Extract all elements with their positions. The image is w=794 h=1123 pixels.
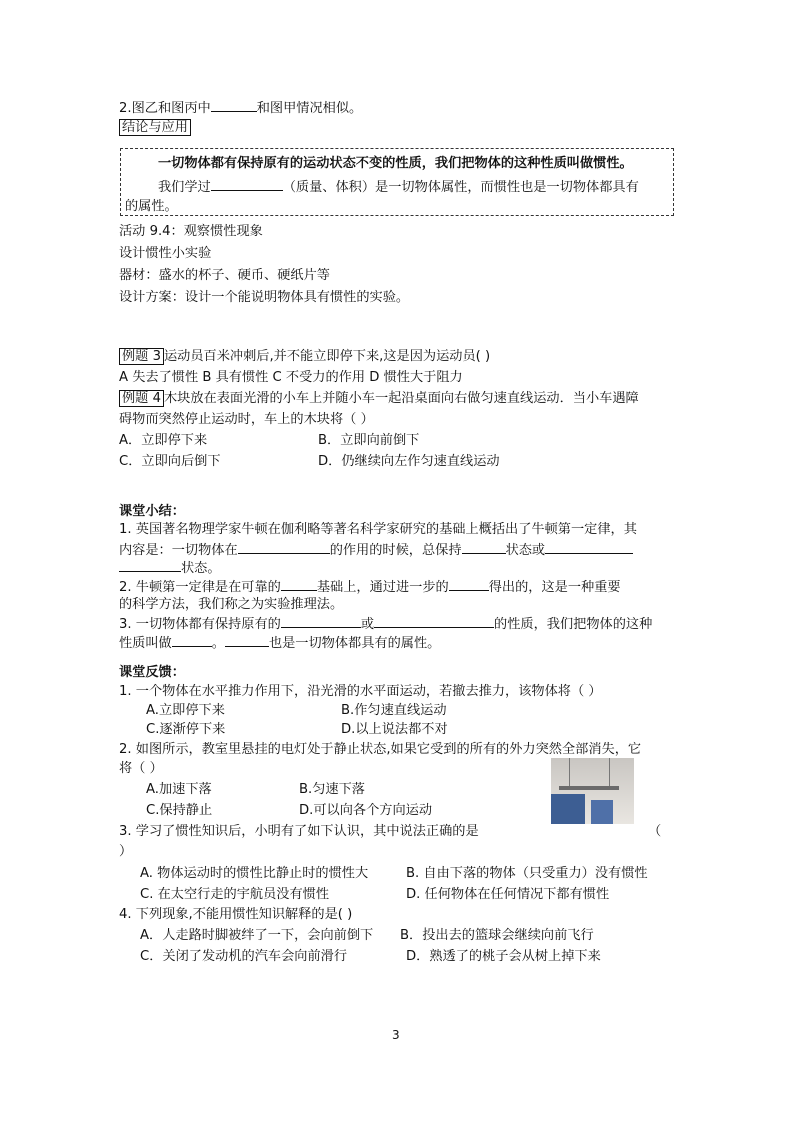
window-icon — [551, 794, 585, 824]
property-line: 我们学过 （质量、体积）是一切物体属性，而惯性也是一切物体都具有 — [158, 176, 639, 198]
answer-blank[interactable] — [211, 97, 257, 112]
example-4-option-a: A．立即停下来 — [119, 433, 208, 448]
feedback-q3-d: D. 任何物体在任何情况下都有惯性 — [406, 887, 610, 902]
feedback-q1-c: C.逐渐停下来 — [146, 722, 226, 737]
inertia-definition: 一切物体都有保持原有的运动状态不变的性质，我们把物体的这种性质叫做惯性。 — [158, 156, 633, 171]
feedback-q2-d: D.可以向各个方向运动 — [299, 803, 433, 818]
lamp-cord — [569, 758, 570, 786]
answer-blank[interactable] — [281, 613, 361, 628]
feedback-q4-d: D．熟透了的桃子会从树上掉下来 — [406, 949, 601, 964]
lamp-icon — [559, 786, 619, 790]
feedback-q3-c: C. 在太空行走的宇航员没有惯性 — [140, 887, 330, 902]
lamp-cord — [609, 758, 610, 786]
answer-blank[interactable] — [545, 539, 633, 554]
feedback-heading: 课堂反馈： — [119, 665, 185, 680]
example-4-option-d: D．仍继续向左作匀速直线运动 — [318, 454, 500, 469]
example-3-options: A 失去了惯性 B 具有惯性 C 不受力的作用 D 惯性大于阻力 — [119, 370, 463, 385]
feedback-q3-paren-open: （ — [648, 824, 662, 839]
summary-heading: 课堂小结： — [119, 504, 185, 519]
page-number: 3 — [392, 1028, 400, 1042]
summary-2-end: 的科学方法，我们称之为实验推理法。 — [119, 597, 344, 612]
answer-blank[interactable] — [374, 613, 494, 628]
answer-blank[interactable] — [211, 176, 283, 191]
feedback-q2-continued: 将（ ） — [119, 761, 163, 776]
hanging-lamp-photo — [551, 758, 634, 824]
answer-blank[interactable] — [462, 539, 506, 554]
feedback-q3-paren-close: ） — [119, 844, 133, 859]
summary-3: 3. 一切物体都有保持原有的 或 的性质，我们把物体的这种 — [119, 613, 652, 635]
answer-blank[interactable] — [238, 539, 330, 554]
activity-title: 活动 9.4：观察惯性现象 — [119, 224, 263, 239]
feedback-q3-b: B. 自由下落的物体（只受重力）没有惯性 — [406, 866, 648, 881]
feedback-q4-b: B．投出去的篮球会继续向前飞行 — [400, 928, 594, 943]
feedback-q4: 4. 下列现象,不能用惯性知识解释的是( ) — [119, 907, 353, 922]
example-4-option-c: C．立即向后倒下 — [119, 454, 221, 469]
feedback-q2-b: B.匀速下落 — [299, 782, 365, 797]
feedback-q1: 1. 一个物体在水平推力作用下，沿光滑的水平面运动，若撤去推力，该物体将（ ） — [119, 684, 602, 699]
window-icon — [591, 800, 613, 824]
question-2-line: 2.图乙和图丙中 和图甲情况相似。 — [119, 97, 362, 119]
example-4-option-b: B．立即向前倒下 — [318, 433, 420, 448]
answer-blank[interactable] — [225, 632, 269, 647]
feedback-q3-a: A. 物体运动时的惯性比静止时的惯性大 — [140, 866, 369, 881]
answer-blank[interactable] — [172, 632, 212, 647]
feedback-q2-a: A.加速下落 — [146, 782, 212, 797]
feedback-q1-a: A.立即停下来 — [146, 703, 225, 718]
answer-blank[interactable] — [119, 557, 181, 572]
feedback-q4-a: A．人走路时脚被绊了一下，会向前倒下 — [140, 928, 374, 943]
feedback-q1-b: B.作匀速直线运动 — [341, 703, 447, 718]
feedback-q4-c: C．关闭了发动机的汽车会向前滑行 — [140, 949, 348, 964]
property-line-end: 的属性。 — [125, 199, 178, 214]
activity-plan: 设计方案：设计一个能说明物体具有惯性的实验。 — [119, 290, 410, 305]
feedback-q3: 3. 学习了惯性知识后，小明有了如下认识，其中说法正确的是 — [119, 824, 479, 839]
conclusion-label: 结论与应用 — [119, 118, 191, 138]
feedback-q2-c: C.保持静止 — [146, 803, 213, 818]
activity-materials: 器材：盛水的杯子、硬币、硬纸片等 — [119, 268, 330, 283]
feedback-q2: 2. 如图所示，教室里悬挂的电灯处于静止状态,如果它受到的所有的外力突然全部消失，它 — [119, 742, 642, 757]
summary-3-end: 性质叫做 。 也是一切物体都具有的属性。 — [119, 632, 440, 654]
example-4-continued: 碍物而突然停止运动时，车上的木块将（ ） — [119, 412, 374, 427]
summary-1-end: 状态。 — [119, 557, 221, 579]
summary-2: 2. 牛顿第一定律是在可靠的 基础上，通过进一步的 得出的，这是一种重要 — [119, 576, 621, 598]
activity-design: 设计惯性小实验 — [119, 246, 212, 261]
answer-blank[interactable] — [281, 576, 317, 591]
summary-1: 1. 英国著名物理学家牛顿在伽利略等著名科学家研究的基础上概括出了牛顿第一定律，其 — [119, 522, 637, 537]
feedback-q1-d: D.以上说法都不对 — [341, 722, 448, 737]
example-3: 例题 3 运动员百米冲刺后,并不能立即停下来,这是因为运动员( ) — [119, 347, 490, 367]
example-4: 例题 4 木块放在表面光滑的小车上并随小车一起沿桌面向右做匀速直线运动．当小车遇障 — [119, 389, 639, 409]
summary-1-content: 内容是：一切物体在 的作用的时候，总保持 状态或 — [119, 539, 633, 561]
answer-blank[interactable] — [449, 576, 489, 591]
